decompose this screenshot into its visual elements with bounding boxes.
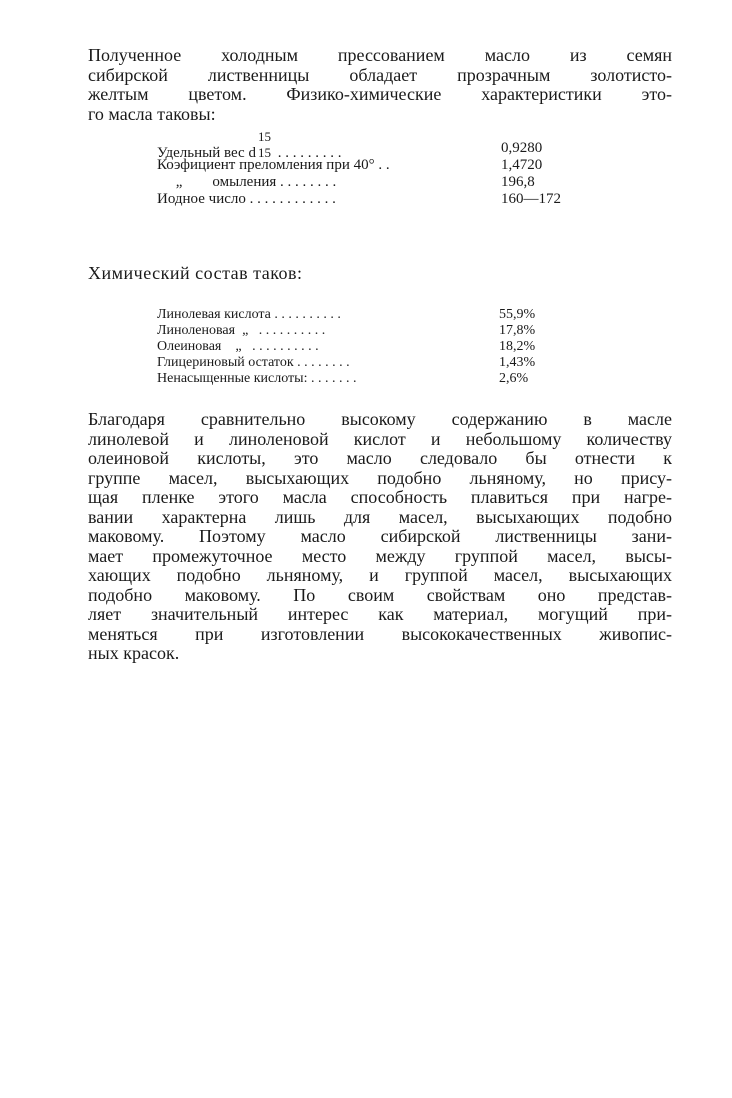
paragraph-line: вании характерна лишь для масел, высыхающих подобно — [88, 506, 672, 527]
paragraph-line: подобно маковому. По своим свойствам оно представ- — [88, 584, 672, 605]
superscript: 15 — [257, 129, 271, 144]
paragraph-line: ных красок. — [88, 643, 180, 663]
row-value: 1,4720 — [501, 157, 543, 173]
row-label: Линолевая кислота . . . . . . . . . . — [157, 307, 341, 322]
row-label: „ омыления . . . . . . . . — [157, 174, 337, 190]
characteristics-row — [157, 191, 577, 208]
paragraph-line: ляет значительный интерес как материал, могущий при- — [88, 604, 672, 624]
intro-paragraph — [88, 46, 672, 124]
paragraph-line: линолевой и линоленовой кислот и небольшому количеству — [88, 428, 672, 449]
paragraph-line: Благодаря сравнительно высокому содержанию в масле — [88, 409, 672, 429]
row-value: 0,9280 — [501, 140, 543, 156]
composition-table — [157, 307, 577, 387]
row-label: Глицериновый остаток . . . . . . . . — [157, 355, 350, 370]
paragraph-line: го масла таковы: — [88, 103, 216, 124]
row-label: Иодное число . . . . . . . . . . . . — [157, 191, 336, 207]
row-label-text: Удельный вес d — [157, 145, 256, 161]
conclusion-paragraph — [88, 410, 672, 664]
composition-row — [157, 371, 577, 387]
composition-row — [157, 355, 577, 371]
leader-dots: . . . . . . . . . — [273, 145, 342, 161]
subscript: 15 — [257, 145, 271, 160]
paragraph-line: Полученное холодным прессованием масло из семян — [88, 45, 672, 65]
paragraph-line: сибирской лиственницы обладает прозрачным золотисто- — [88, 64, 672, 85]
row-label: Коэфициент преломления при 40° . . — [157, 157, 390, 173]
composition-row — [157, 339, 577, 355]
characteristics-row — [157, 174, 577, 191]
row-value: 55,9% — [499, 307, 536, 322]
row-label: Ненасыщенные кислоты: . . . . . . . — [157, 371, 357, 386]
row-value: 1,43% — [499, 355, 536, 370]
paragraph-line: щая пленке этого масла способность плавиться при нагре- — [88, 487, 672, 507]
paragraph-line: олеиновой кислоты, это масло следовало бы отнести к — [88, 448, 672, 468]
row-value: 160—172 — [501, 191, 561, 207]
row-label: Линоленовая „ . . . . . . . . . . — [157, 323, 326, 338]
characteristics-row — [157, 129, 577, 161]
composition-heading: Химический состав таков: — [88, 263, 303, 283]
paragraph-line: маковому. Поэтому масло сибирской лиственницы зани- — [88, 526, 672, 546]
row-value: 196,8 — [501, 174, 535, 190]
row-value: 17,8% — [499, 323, 536, 338]
row-label: Олеиновая „ . . . . . . . . . . — [157, 339, 319, 354]
paragraph-line: хающих подобно льняному, и группой масел, высыхающих — [88, 565, 672, 585]
density-temperature-index — [256, 129, 274, 160]
paragraph-line: мает промежуточное место между группой масел, высы- — [88, 545, 672, 566]
paragraph-line: группе масел, высыхающих подобно льняному, но прису- — [88, 467, 672, 488]
paragraph-line: желтым цветом. Физико-химические характеристики это- — [88, 84, 672, 104]
composition-row — [157, 323, 577, 339]
composition-row — [157, 307, 577, 323]
row-value: 2,6% — [499, 371, 529, 386]
row-value: 18,2% — [499, 339, 536, 354]
characteristics-row — [157, 157, 577, 174]
paragraph-line: меняться при изготовлении высококачественных живопис- — [88, 623, 672, 644]
characteristics-table — [157, 129, 577, 208]
